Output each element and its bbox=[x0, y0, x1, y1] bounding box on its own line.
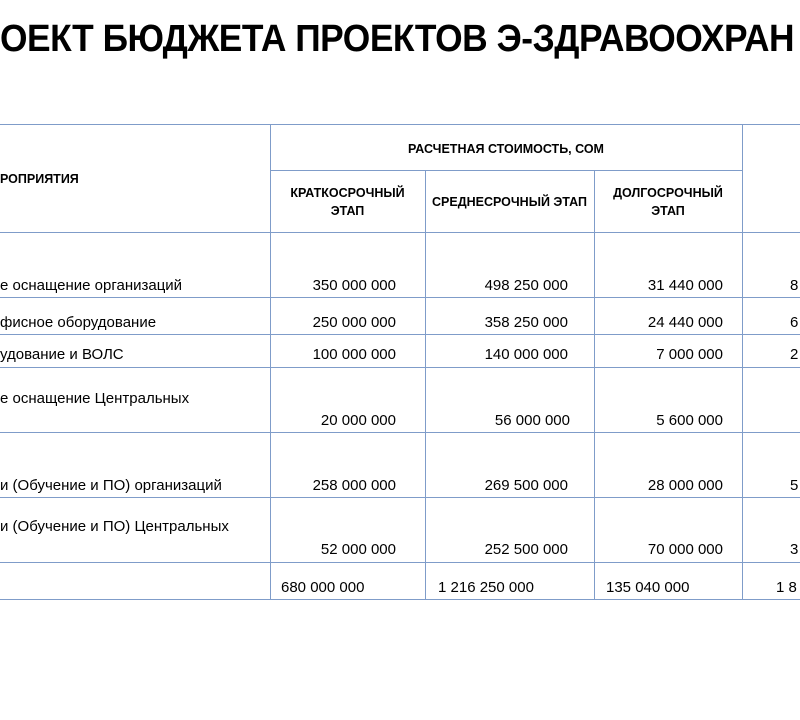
row-total-value: 2 bbox=[790, 346, 799, 363]
table-row-divider bbox=[0, 497, 800, 498]
totals-short-value: 680 000 000 bbox=[281, 579, 365, 596]
row-total-value: 6 bbox=[790, 314, 799, 331]
row-medium-value: 252 500 000 bbox=[484, 541, 568, 558]
table-col-divider bbox=[742, 124, 743, 600]
row-long-value: 28 000 000 bbox=[647, 477, 723, 494]
row-long-value: 5 600 000 bbox=[656, 412, 723, 429]
row-short-value: 20 000 000 bbox=[320, 412, 396, 429]
header-long-term-line2: ЭТАП bbox=[651, 204, 685, 218]
header-medium-term: СРЕДНЕСРОЧНЫЙ ЭТАП bbox=[432, 195, 587, 209]
row-long-value: 7 000 000 bbox=[656, 346, 723, 363]
row-short-value: 350 000 000 bbox=[312, 277, 396, 294]
row-medium-value: 56 000 000 bbox=[494, 412, 570, 429]
row-long-value: 31 440 000 bbox=[647, 277, 723, 294]
table-col-divider bbox=[594, 170, 595, 600]
row-long-value: 70 000 000 bbox=[647, 541, 723, 558]
header-long-term bbox=[594, 184, 742, 220]
table-border-bottom bbox=[0, 599, 800, 600]
table-row-divider bbox=[0, 432, 800, 433]
row-name: е оснащение Центральных bbox=[0, 390, 190, 407]
row-name: е оснащение организаций bbox=[0, 277, 183, 294]
header-short-term bbox=[270, 184, 425, 220]
table-row-divider bbox=[0, 367, 800, 368]
totals-medium-value: 1 216 250 000 bbox=[438, 579, 534, 596]
totals-long-value: 135 040 000 bbox=[606, 579, 690, 596]
table-row-divider bbox=[0, 334, 800, 335]
row-name: и (Обучение и ПО) организаций bbox=[0, 477, 222, 494]
table-header-divider-group bbox=[270, 170, 742, 171]
row-total-value: 8 bbox=[790, 277, 799, 294]
table-row-divider bbox=[0, 297, 800, 298]
table-col-divider bbox=[425, 170, 426, 600]
slide-title: ОЕКТ БЮДЖЕТА ПРОЕКТОВ Э-ЗДРАВООХРАН bbox=[0, 18, 795, 60]
row-medium-value: 358 250 000 bbox=[484, 314, 568, 331]
row-short-value: 250 000 000 bbox=[312, 314, 396, 331]
row-total-value: 3 bbox=[790, 541, 799, 558]
row-total-value: 5 bbox=[790, 477, 799, 494]
row-short-value: 100 000 000 bbox=[312, 346, 396, 363]
row-short-value: 258 000 000 bbox=[312, 477, 396, 494]
row-short-value: 52 000 000 bbox=[320, 541, 396, 558]
table-border-top bbox=[0, 124, 800, 125]
header-short-term-line1: КРАТКОСРОЧНЫЙ bbox=[290, 186, 405, 200]
row-name: и (Обучение и ПО) Центральных bbox=[0, 518, 229, 535]
table-row-divider bbox=[0, 562, 800, 563]
header-activity: РОПРИЯТИЯ bbox=[0, 172, 79, 186]
row-medium-value: 140 000 000 bbox=[484, 346, 568, 363]
row-long-value: 24 440 000 bbox=[647, 314, 723, 331]
header-estimated-cost: РАСЧЕТНАЯ СТОИМОСТЬ, СОМ bbox=[408, 142, 604, 156]
row-medium-value: 269 500 000 bbox=[484, 477, 568, 494]
row-name: удование и ВОЛС bbox=[0, 346, 124, 363]
row-medium-value: 498 250 000 bbox=[484, 277, 568, 294]
header-short-term-line2: ЭТАП bbox=[330, 204, 365, 218]
totals-total-value: 1 8 bbox=[776, 579, 797, 596]
table-header-bottom bbox=[0, 232, 800, 233]
row-name: фисное оборудование bbox=[0, 314, 157, 331]
header-long-term-line1: ДОЛГОСРОЧНЫЙ bbox=[613, 186, 723, 200]
